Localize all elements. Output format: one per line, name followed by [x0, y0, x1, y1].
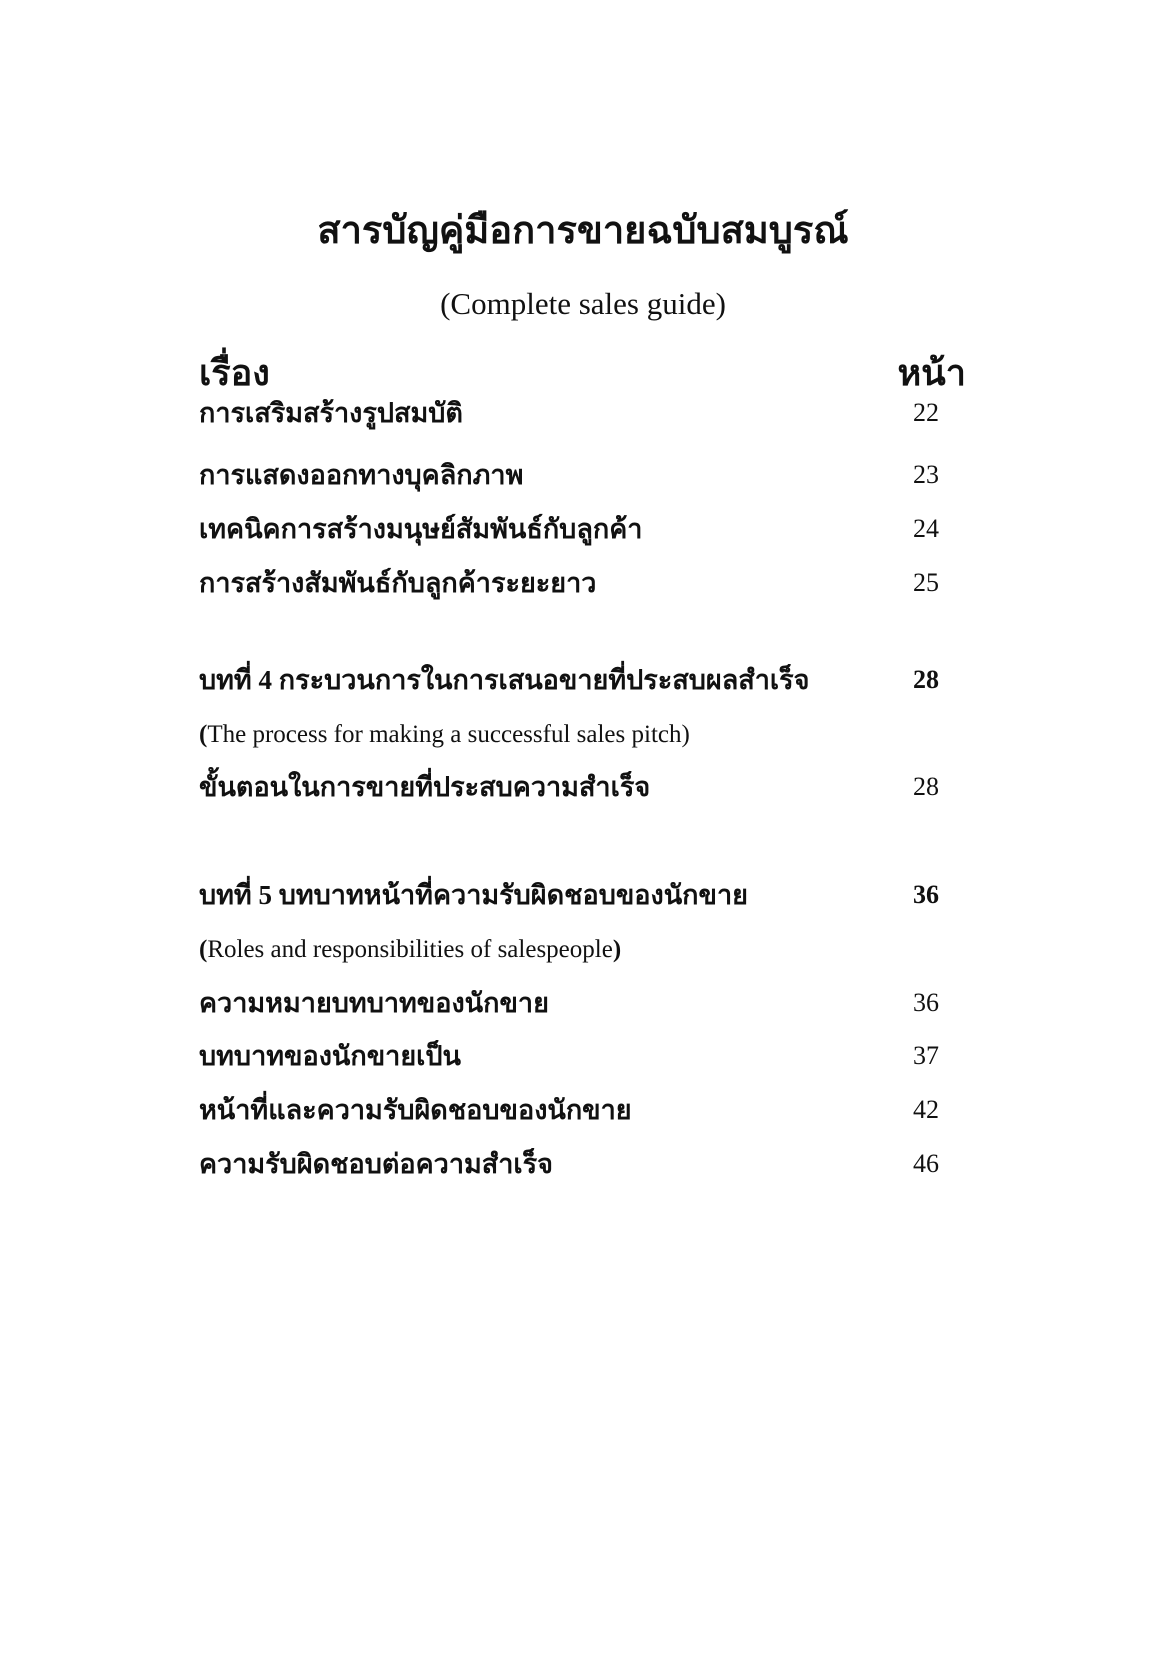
open-paren: (	[199, 721, 208, 748]
toc-entry-label: บทบาทของนักขายเป็น	[199, 1041, 461, 1071]
chapter-4-page: 28	[913, 665, 939, 694]
page-subtitle: (Complete sales guide)	[440, 286, 726, 321]
close-paren: )	[612, 936, 622, 963]
toc-entry-page: 46	[913, 1149, 939, 1178]
toc-entry-label: การสร้างสัมพันธ์กับลูกค้าระยะยาว	[199, 568, 597, 598]
toc-entry-page: 36	[913, 988, 939, 1017]
chapter-4-heading[interactable]	[199, 659, 939, 701]
toc-entry-page: 37	[913, 1041, 939, 1070]
chapter-5-english-title	[199, 930, 621, 970]
toc-entry-page: 25	[913, 568, 939, 597]
toc-entry-page: 22	[913, 398, 939, 427]
toc-entry-page: 28	[913, 772, 939, 801]
chapter-5-heading[interactable]	[199, 874, 939, 916]
toc-entry-label: ความรับผิดชอบต่อความสำเร็จ	[199, 1149, 553, 1179]
chapter-5-page: 36	[913, 880, 939, 909]
toc-entry[interactable]	[199, 508, 939, 550]
toc-entry[interactable]	[199, 1035, 939, 1077]
toc-entry-label: หน้าที่และความรับผิดชอบของนักขาย	[199, 1095, 632, 1125]
english-title-text: Roles and responsibilities of salespeople	[207, 936, 613, 963]
page-column-header: หน้า	[897, 353, 966, 393]
chapter-4-english-title	[199, 715, 690, 755]
toc-entry-label: ความหมายบทบาทของนักขาย	[199, 988, 549, 1018]
chapter-5-title: บทที่ 5 บทบาทหน้าที่ความรับผิดชอบของนักขาย	[199, 880, 748, 910]
toc-entry[interactable]	[199, 1089, 939, 1131]
toc-entry-page: 24	[913, 514, 939, 543]
toc-entry-page: 42	[913, 1095, 939, 1124]
english-title-text: The process for making a successful sales pitch)	[207, 721, 690, 748]
toc-entry-label: การแสดงออกทางบุคลิกภาพ	[199, 460, 524, 490]
toc-entry-label: ขั้นตอนในการขายที่ประสบความสำเร็จ	[199, 772, 651, 802]
toc-entry-label: การเสริมสร้างรูปสมบัติ	[199, 398, 463, 428]
toc-entry[interactable]	[199, 392, 939, 434]
chapter-4-title: บทที่ 4 กระบวนการในการเสนอขายที่ประสบผลสำเร็จ	[199, 665, 810, 695]
page-title: สารบัญคู่มือการขายฉบับสมบูรณ์	[317, 210, 849, 252]
toc-entry[interactable]	[199, 982, 939, 1024]
toc-entry[interactable]	[199, 1143, 939, 1185]
toc-entry-page: 23	[913, 460, 939, 489]
open-paren: (	[199, 936, 208, 963]
toc-entry-label: เทคนิคการสร้างมนุษย์สัมพันธ์กับลูกค้า	[199, 514, 643, 544]
toc-entry[interactable]	[199, 562, 939, 604]
toc-entry[interactable]	[199, 454, 939, 496]
toc-entry[interactable]	[199, 766, 939, 808]
topic-column-header: เรื่อง	[199, 353, 270, 393]
